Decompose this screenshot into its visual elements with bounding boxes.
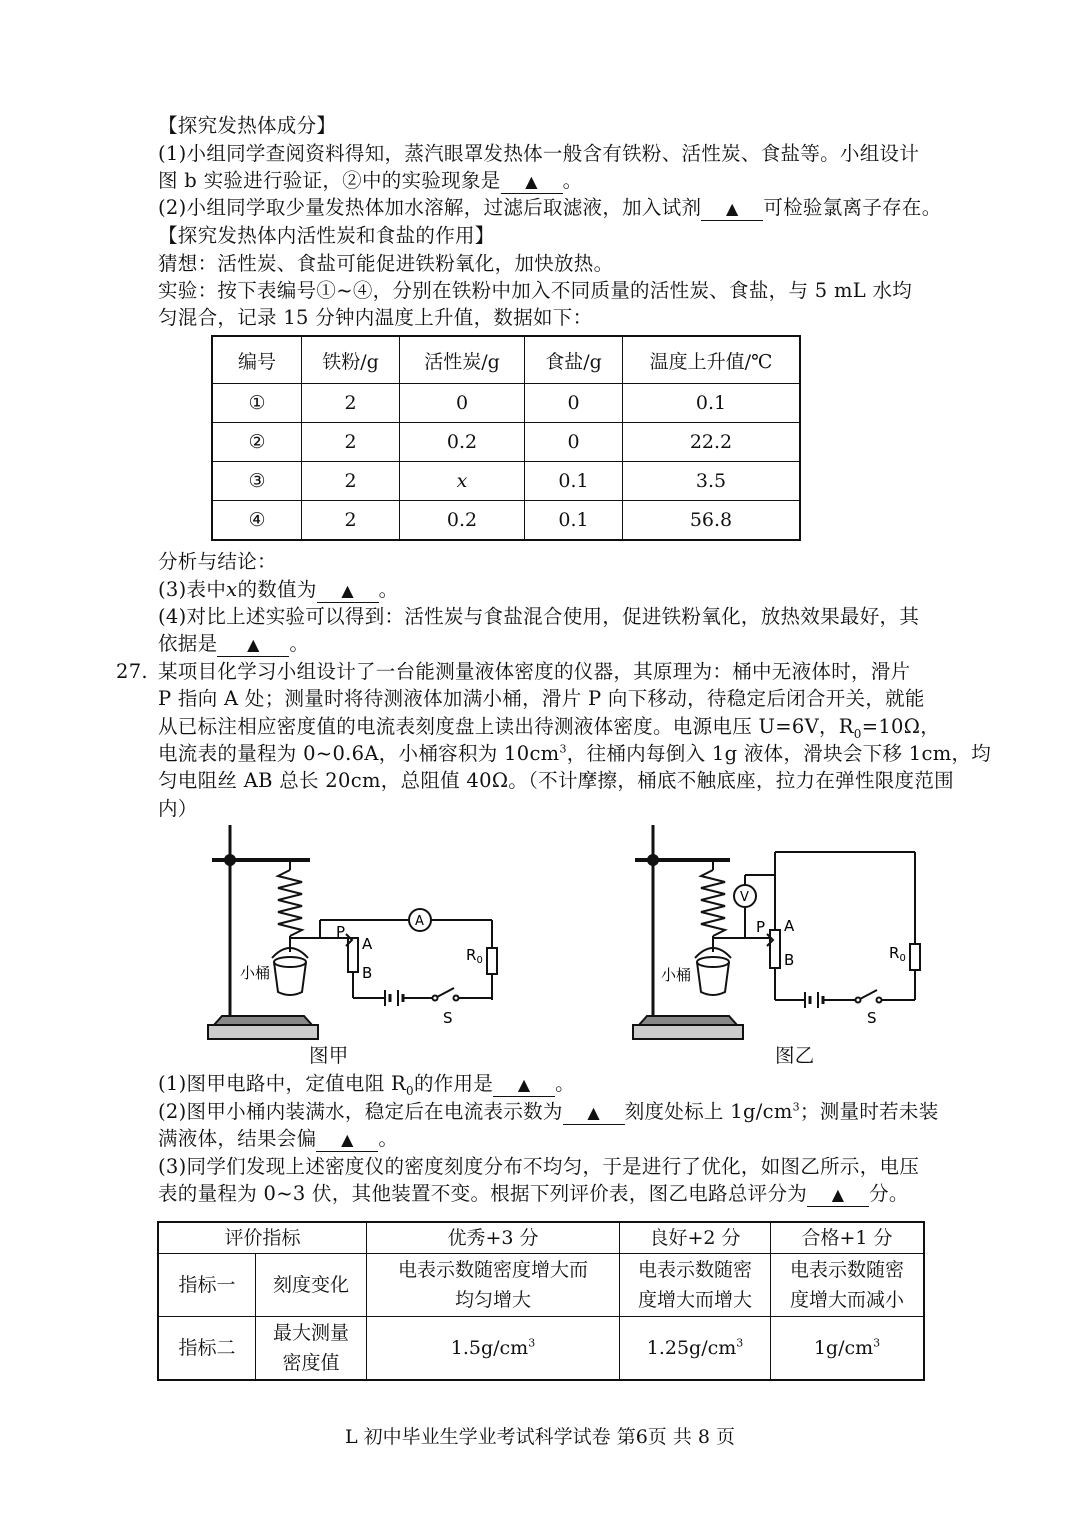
table-cell: 3.5	[623, 462, 801, 501]
table-cell: 电表示数随密 度增大而减小	[771, 1254, 925, 1317]
table-cell: ④	[212, 501, 302, 541]
q27-line-1: 某项目化学习小组设计了一台能测量液体密度的仪器，其原理为：桶中无液体时，滑片	[158, 660, 911, 683]
answer-blank[interactable]: ▲	[217, 634, 289, 657]
table-cell: 0	[525, 384, 623, 423]
table-cell: 56.8	[623, 501, 801, 541]
table-cell: 2	[302, 501, 400, 541]
table-cell: 2	[302, 423, 400, 462]
question-1-line-1: (1)小组同学查阅资料得知，蒸汽眼罩发热体一般含有铁粉、活性炭、食盐等。小组设计	[158, 142, 920, 165]
table-cell: $1.25g/cm^3$	[620, 1317, 771, 1381]
table-header: 合格+1 分	[771, 1222, 925, 1254]
table-cell: 0.1	[525, 462, 623, 501]
figure-b-caption: 图乙	[775, 1044, 815, 1067]
table-header: 良好+2 分	[620, 1222, 771, 1254]
table-cell: 电表示数随密 度增大而增大	[620, 1254, 771, 1317]
section-heading-components: 【探究发热体成分】	[158, 114, 337, 137]
answer-blank[interactable]: ▲	[501, 171, 563, 194]
table-cell: 0.2	[400, 423, 525, 462]
question-number: 27.	[116, 660, 148, 683]
table-row	[212, 501, 800, 541]
section-heading-effects: 【探究发热体内活性炭和食盐的作用】	[158, 224, 495, 247]
table-header: 活性炭/g	[400, 336, 525, 384]
label-a: A	[362, 935, 373, 953]
table-cell: 0	[525, 423, 623, 462]
ammeter-symbol: A	[415, 914, 424, 929]
q27-line-3: 从已标注相应密度值的电流表刻度盘上读出待测液体密度。电源电压 U=6V，$R_0=10\Omega$，	[158, 715, 941, 741]
table-row	[158, 1317, 924, 1381]
label-p: P	[336, 923, 346, 941]
q27-line-2: P 指向 A 处；测量时将待测液体加满小桶，滑片 P 向下移动，待稳定后闭合开关，就能	[158, 687, 925, 710]
q27-line-4: 电流表的量程为 0~0.6A，小桶容积为 $10cm^3$，往桶内每倒入 1g 液体，滑块会下移 1cm，均	[158, 742, 992, 765]
table-cell: x	[400, 462, 525, 501]
table-row	[158, 1254, 924, 1317]
label-b: B	[362, 964, 373, 982]
page-footer: L 初中毕业生学业考试科学试卷 第6页 共 8 页	[345, 1426, 735, 1448]
answer-blank[interactable]: ▲	[807, 1184, 869, 1207]
table-header: 评价指标	[158, 1222, 367, 1254]
q27-line-5: 匀电阻丝 AB 总长 20cm，总阻值 40Ω。（不计摩擦，桶底不触底座，拉力在弹性限度范围	[158, 769, 954, 792]
figure-a-circuit-diagram	[200, 820, 520, 1070]
label-p: P	[756, 918, 766, 936]
table-cell: $1g/cm^3$	[771, 1317, 925, 1381]
table-cell: 指标二	[158, 1317, 256, 1381]
label-r0: $R_0$	[466, 946, 483, 966]
answer-blank[interactable]: ▲	[316, 1129, 378, 1152]
temperature-data-table	[211, 335, 801, 541]
voltmeter-symbol: V	[740, 890, 749, 905]
table-cell: 电表示数随密度增大而 均匀增大	[367, 1254, 620, 1317]
label-bucket: 小桶	[240, 964, 271, 982]
question-3-line: (3)表中x的数值为 ▲ 。	[158, 578, 399, 601]
table-cell: ③	[212, 462, 302, 501]
label-switch: S	[443, 1009, 453, 1027]
hypothesis-text: 猜想：活性炭、食盐可能促进铁粉氧化，加快放热。	[158, 252, 614, 275]
question-1-line-2: 图 b 实验进行验证，②中的实验现象是 ▲ 。	[158, 169, 583, 192]
table-header: 食盐/g	[525, 336, 623, 384]
table-cell: 22.2	[623, 423, 801, 462]
q27-3-line-2: 表的量程为 0~3 伏，其他装置不变。根据下列评价表，图乙电路总评分为 ▲ 分。	[158, 1182, 909, 1205]
label-b: B	[784, 951, 795, 969]
label-bucket: 小桶	[661, 966, 692, 984]
experiment-line-2: 匀混合，记录 15 分钟内温度上升值，数据如下：	[158, 306, 593, 329]
evaluation-table	[157, 1221, 925, 1381]
analysis-heading: 分析与结论：	[158, 550, 277, 573]
table-row	[212, 423, 800, 462]
q27-line-6: 内）	[158, 797, 198, 820]
table-header-row	[158, 1222, 924, 1254]
answer-blank[interactable]: ▲	[701, 198, 763, 221]
q27-1-line: (1)图甲电路中，定值电阻 $R_0$的作用是 ▲ 。	[158, 1072, 575, 1098]
table-header: 温度上升值/℃	[623, 336, 801, 384]
table-cell: $1.5g/cm^3$	[367, 1317, 620, 1381]
answer-blank[interactable]: ▲	[493, 1074, 555, 1097]
table-cell: 最大测量 密度值	[256, 1317, 367, 1381]
q27-2-line-1: (2)图甲小桶内装满水，稳定后在电流表示数为 ▲ 刻度处标上 $1g/cm^3$；测量时若未装	[158, 1100, 939, 1123]
table-row	[212, 462, 800, 501]
table-cell: 2	[302, 462, 400, 501]
table-header: 优秀+3 分	[367, 1222, 620, 1254]
table-cell: 0.1	[623, 384, 801, 423]
table-cell: 2	[302, 384, 400, 423]
question-4-line-1: (4)对比上述实验可以得到：活性炭与食盐混合使用，促进铁粉氧化，放热效果最好，其	[158, 605, 920, 628]
figure-a-caption: 图甲	[309, 1044, 349, 1067]
table-cell: ①	[212, 384, 302, 423]
figure-b-circuit-diagram	[625, 820, 925, 1070]
question-2-line: (2)小组同学取少量发热体加水溶解，过滤后取滤液，加入试剂 ▲ 可检验氯离子存在。	[158, 196, 942, 219]
table-cell: 0.1	[525, 501, 623, 541]
q27-3-line-1: (3)同学们发现上述密度仪的密度刻度分布不均匀，于是进行了优化，如图乙所示，电压	[158, 1155, 920, 1178]
table-cell: 指标一	[158, 1254, 256, 1317]
experiment-line-1: 实验：按下表编号①~④，分别在铁粉中加入不同质量的活性炭、食盐，与 5 mL 水均	[158, 279, 913, 302]
table-header-row	[212, 336, 800, 384]
table-cell: ②	[212, 423, 302, 462]
table-cell: 0	[400, 384, 525, 423]
table-header: 编号	[212, 336, 302, 384]
question-4-line-2: 依据是 ▲ 。	[158, 632, 310, 655]
table-cell: 刻度变化	[256, 1254, 367, 1317]
table-row	[212, 384, 800, 423]
label-switch: S	[867, 1009, 877, 1027]
label-a: A	[784, 917, 795, 935]
label-r0: $R_0$	[889, 944, 906, 964]
q27-2-line-2: 满液体，结果会偏 ▲ 。	[158, 1127, 399, 1150]
answer-blank[interactable]: ▲	[317, 580, 379, 603]
answer-blank[interactable]: ▲	[563, 1102, 625, 1125]
table-cell: 0.2	[400, 501, 525, 541]
table-header: 铁粉/g	[302, 336, 400, 384]
